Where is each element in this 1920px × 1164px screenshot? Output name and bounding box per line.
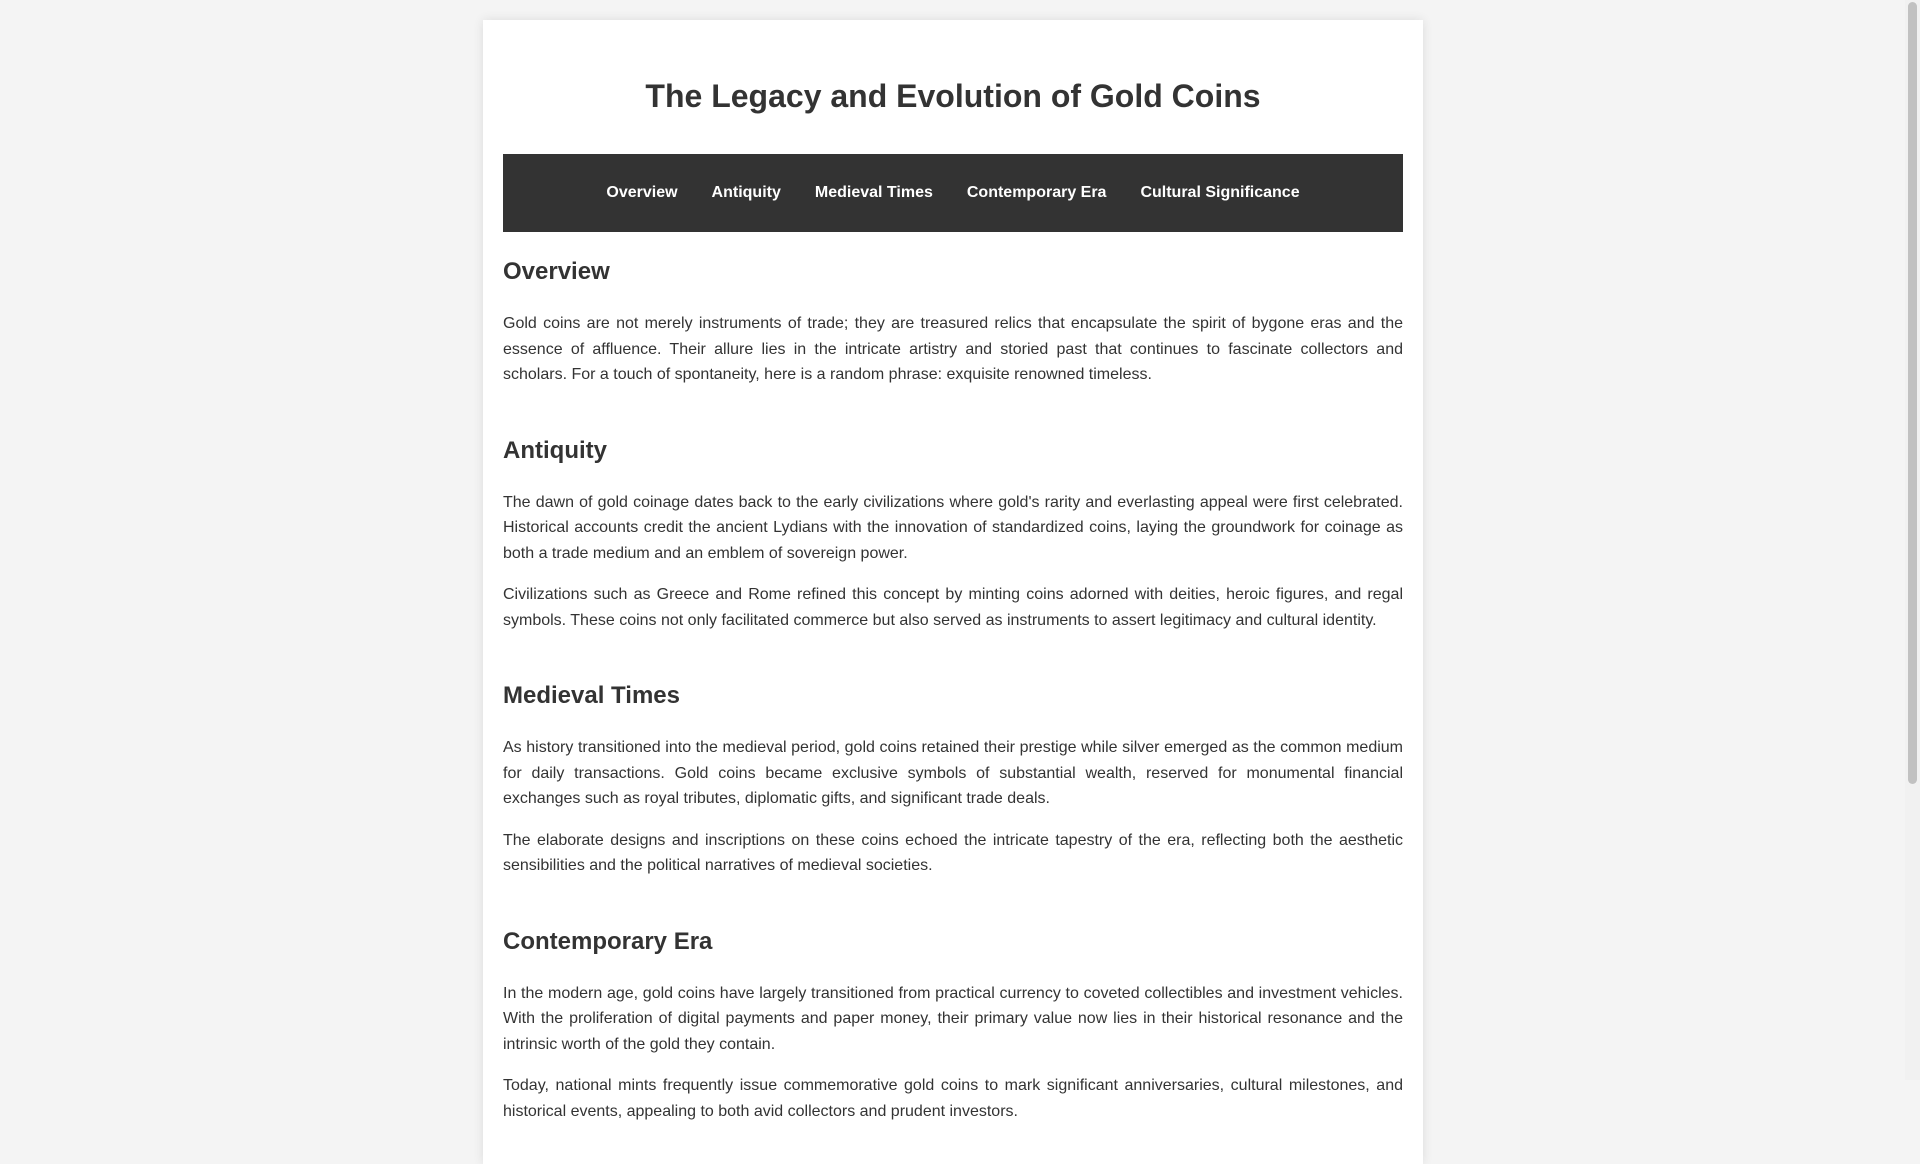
section-heading-contemporary-era: Contemporary Era [503, 927, 713, 955]
paragraph: The dawn of gold coinage dates back to the early civilizations where gold's rarity and everlasting appeal were first celebrated. Historical accounts credit the ancient Lydians with the innovation of standardized coins, laying the groundwork for coinage as both a trade medium and an emblem of sovereign power. [503, 493, 1403, 562]
scrollbar-thumb[interactable] [1908, 2, 1917, 784]
page-title: The Legacy and Evolution of Gold Coins [645, 78, 1261, 114]
vertical-scrollbar[interactable] [1905, 0, 1920, 1080]
nav-link-overview[interactable]: Overview [606, 184, 678, 201]
paragraph: Today, national mints frequently issue commemorative gold coins to mark significant anniversaries, cultural milestones, and historical events, appealing to both avid collectors and prudent investors. [503, 1077, 1403, 1120]
section-antiquity [503, 436, 1403, 634]
nav-link-cultural-significance[interactable]: Cultural Significance [1140, 184, 1300, 201]
section-contemporary-era [503, 927, 1403, 1125]
paragraph: In the modern age, gold coins have largely transitioned from practical currency to coveted collectibles and investment vehicles. With the proliferation of digital payments and paper money, their primary value now lies in their historical resonance and the intrinsic worth of the gold they contain. [503, 984, 1403, 1053]
paragraph: Gold coins are not merely instruments of trade; they are treasured relics that encapsulate the spirit of bygone eras and the essence of affluence. Their allure lies in the intricate artistry and storied past that continues to fascinate collectors and scholars. For a touch of spontaneity, here is a random phrase: exquisite renowned timeless. [503, 315, 1403, 383]
nav-link-medieval-times[interactable]: Medieval Times [814, 184, 933, 201]
paragraph: The elaborate designs and inscriptions on these coins echoed the intricate tapestry of the era, reflecting both the aesthetic sensibilities and the political narratives of medieval societies. [503, 831, 1403, 874]
section-overview [503, 257, 1403, 388]
main-nav [503, 154, 1403, 232]
nav-link-contemporary-era[interactable]: Contemporary Era [966, 184, 1107, 201]
nav-link-antiquity[interactable]: Antiquity [711, 184, 781, 201]
paragraph: As history transitioned into the medieval period, gold coins retained their prestige while silver emerged as the common medium for daily transactions. Gold coins became exclusive symbols of substantial wealth, reserved for monumental financial exchanges such as royal tributes, diplomatic gifts, and significant trade deals. [503, 739, 1403, 807]
article-container [483, 20, 1423, 1164]
section-medieval-times [503, 681, 1403, 879]
section-heading-medieval-times: Medieval Times [503, 682, 680, 709]
section-heading-overview: Overview [503, 258, 610, 285]
paragraph: Civilizations such as Greece and Rome refined this concept by minting coins adorned with deities, heroic figures, and regal symbols. These coins not only facilitated commerce but also served as instruments to assert legitimacy and cultural identity. [503, 586, 1403, 629]
section-heading-antiquity: Antiquity [503, 436, 607, 464]
